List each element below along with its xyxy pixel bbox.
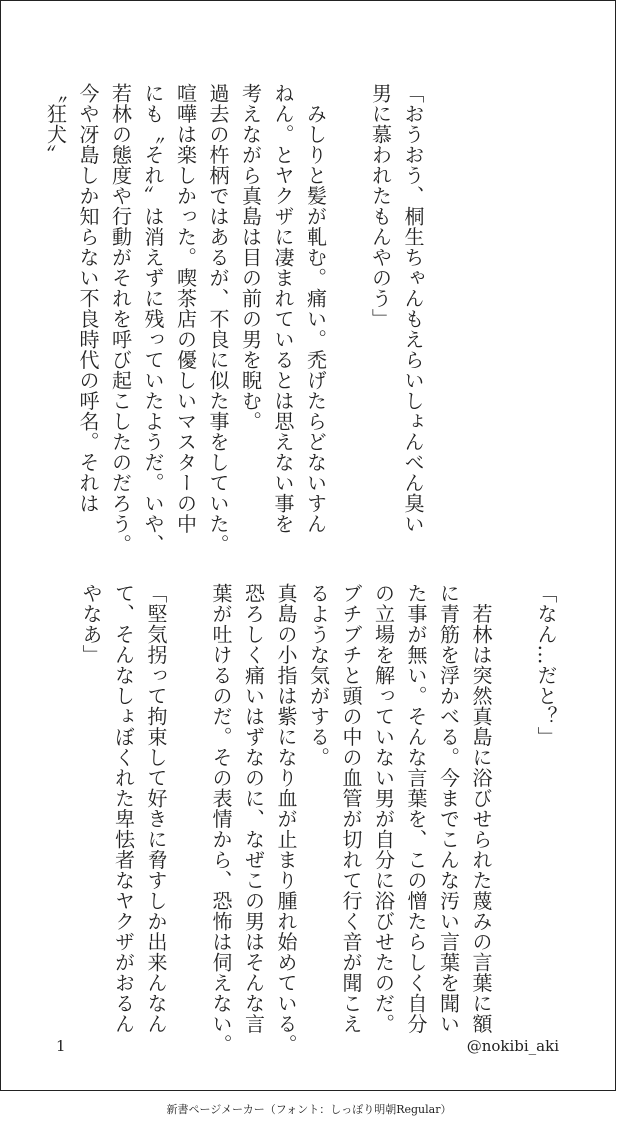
text-column: 考えながら真島は目の前の男を睨む。 <box>238 83 263 432</box>
text-column: やなあ」 <box>79 583 103 665</box>
text-column: るような気がする。 <box>306 583 331 768</box>
text-column <box>332 83 365 523</box>
author-handle: @nokibi_aki <box>466 1037 559 1055</box>
text-column: 「おうおう、桐生ちゃんもえらいしょんべん臭い <box>401 83 425 534</box>
text-column: 「なん…だと？」 <box>534 583 558 747</box>
text-column: て、そんなしょぼくれた卑怯者なヤクザがおるん <box>111 583 136 1034</box>
text-column: みしりと髪が軋む。痛い。禿げたらどないすん <box>303 83 328 534</box>
text-column: 葉が吐けるのだ。その表情から、恐怖は伺えない。 <box>209 583 233 1055</box>
text-column <box>172 583 205 1023</box>
text-column: ブチブチと頭の中の血管が切れて行く音が聞こえ <box>339 583 363 1034</box>
text-column: 真島の小指は紫になり血が止まり腫れ始めている。 <box>274 583 298 1055</box>
text-column: 喧嘩は楽しかった。喫茶店の優しいマスターの中 <box>173 83 198 534</box>
text-column: 若林の態度や行動がそれを呼び起こしたのだろう。 <box>108 83 133 555</box>
text-column: 今や冴島しか知らない不良時代の呼名。それは <box>76 83 100 514</box>
footer-caption: 新書ページメーカー（フォント：しっぽり明朝Regular） <box>166 1103 452 1116</box>
page-number: 1 <box>56 1037 66 1055</box>
text-column: ねん。とヤクザに凄まれているとは思えない事を <box>271 83 295 534</box>
text-column: 〝狂犬〟 <box>43 83 68 165</box>
text-column: 若林は突然真島に浴びせられた蔑みの言葉に額 <box>469 583 493 1034</box>
text-column: 過去の杵柄ではあるが、不良に似た事をしていた。 <box>206 83 230 555</box>
text-column: の立場を解っていない男が自分に浴びせたのだ。 <box>371 583 396 1034</box>
text-column: 「堅気拐って拘束して好きに脅すしか出来んなん <box>144 583 168 1034</box>
text-column: 男に慕われたもんやのう」 <box>368 83 393 329</box>
text-block-top <box>39 83 429 555</box>
text-column: に青筋を浮かべる。今までこんな汚い言葉を聞い <box>436 583 461 1034</box>
text-column <box>497 583 530 1023</box>
text-column: た事が無い。そんな言葉を、この憎たらしく自分 <box>404 583 428 1034</box>
text-column: 恐ろしく痛いはずなのに、なぜこの男はそんな言 <box>241 583 266 1034</box>
text-column: にも〝それ〟は消えずに残っていたようだ。いや、 <box>141 83 165 555</box>
